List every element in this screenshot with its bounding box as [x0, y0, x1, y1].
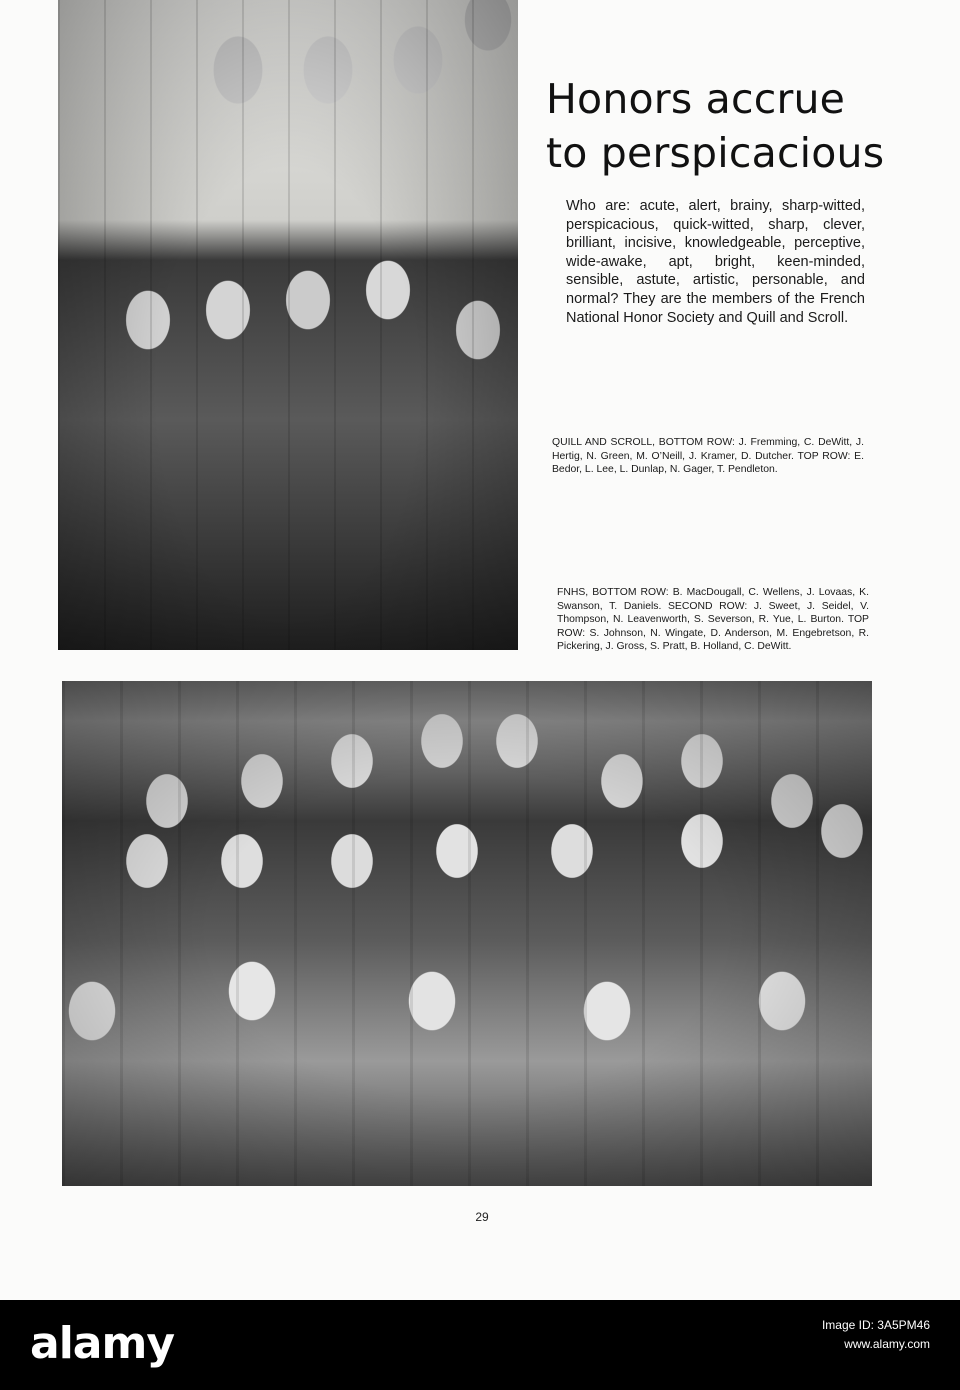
stock-logo: alamy — [30, 1318, 174, 1369]
stock-info — [822, 1316, 930, 1354]
stock-url: www.alamy.com — [844, 1337, 930, 1351]
stock-image-id: Image ID: 3A5PM46 — [821, 1318, 930, 1332]
headline-line-1: Honors accrue — [546, 75, 846, 123]
fnhs-group-photo — [62, 681, 872, 1186]
page-number: 29 — [475, 1210, 489, 1224]
page-headline — [546, 72, 926, 180]
fnhs-caption: FNHS, BOTTOM ROW: B. MacDougall, C. Wellens, J. Lovaas, K. Swanson, T. Daniels. SECOND ROW: J. Sweet, J. Seidel, V. Thompson, N. Leavenworth, S. Severson, R. Yue, L. Burton. TOP ROW: S. Johnson, N. Wingate, D. Anderson, M. Engebretson, R. Pickering, J. Gross, S. Pratt, B. Holland, C. DeWitt. — [557, 587, 869, 653]
intro-paragraph: Who are: acute, alert, brainy, sharp-witted, perspicacious, quick-witted, sharp, clever, brilliant, incisive, knowledgeable, perceptive, wide-awake, apt, bright, keen-minded, sensible, astute, artistic, personable, and normal? They are the members of the French National Honor Society and Quill and Scroll. — [566, 198, 865, 326]
stock-watermark-bar — [0, 1300, 960, 1390]
quill-and-scroll-caption: QUILL AND SCROLL, BOTTOM ROW: J. Fremming, C. DeWitt, J. Hertig, N. Green, M. O’Neill, J. Kramer, D. Dutcher. TOP ROW: E. Bedor, L. Lee, L. Dunlap, N. Gager, T. Pendleton. — [552, 437, 864, 476]
headline-line-2: to perspicacious — [546, 129, 885, 177]
quill-and-scroll-group-photo — [58, 0, 518, 650]
